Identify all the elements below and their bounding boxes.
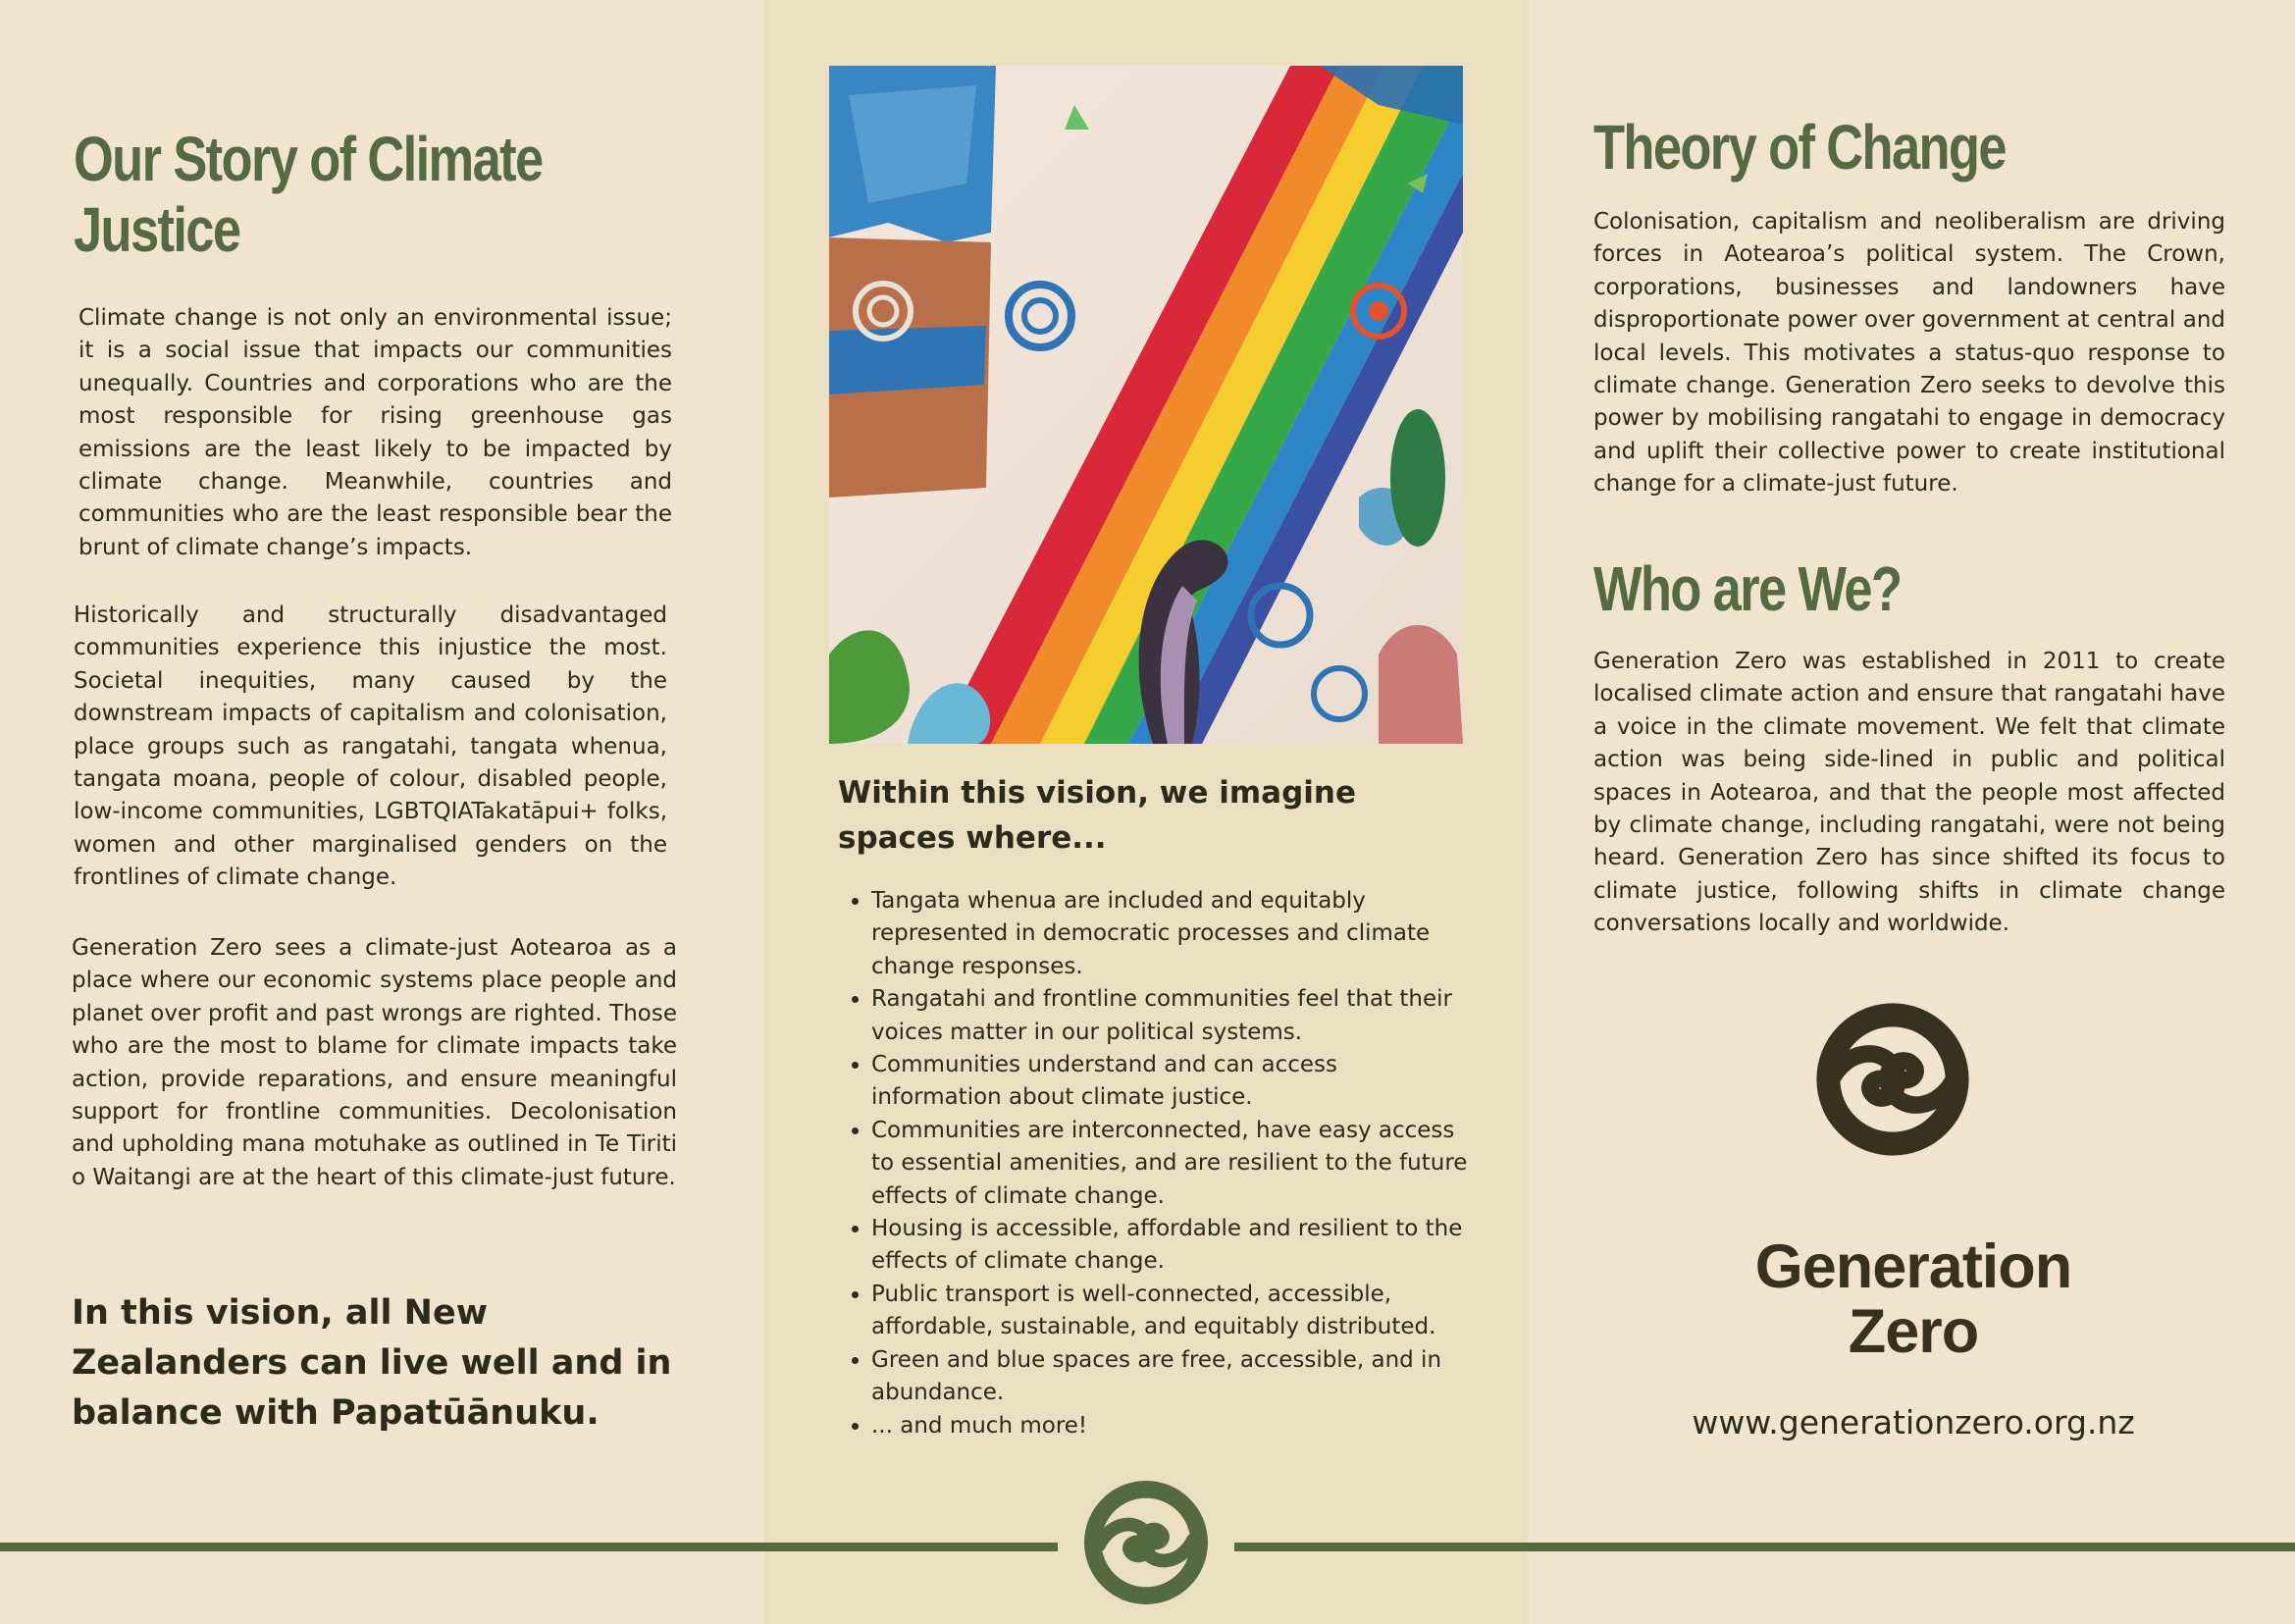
koru-logo-icon <box>1814 1001 1971 1158</box>
story-paragraph-2: Historically and structurally disadvantaged communities experience this injustice the most. Societal inequities, many caused by the downstream impacts of capitalism and colonisation, place groups such as rangatahi, tangata whenua, tangata moana, people of colour, disabled people, low-income communities, LGBTQIATakatāpui+ folks, women and other marginalised genders on the frontlines of climate change. <box>74 602 667 891</box>
website-url[interactable]: www.generationzero.org.nz <box>1692 1403 2135 1441</box>
vision-statement: In this vision, all New Zealanders can live well and in balance with Papatūānuku. <box>72 1293 672 1433</box>
list-item: • ... and much more! <box>871 1410 1472 1442</box>
list-item: • Green and blue spaces are free, accessible, and in abundance. <box>871 1344 1472 1410</box>
vision-list <box>839 885 1472 1442</box>
koru-icon <box>1084 1481 1208 1604</box>
list-item: • Communities are interconnected, have easy access to essential amenities, and are resilient to the future effects of climate change. <box>871 1115 1472 1213</box>
vision-subtitle: Within this vision, we imagine spaces where... <box>838 775 1357 856</box>
list-item: • Communities understand and can access information about climate justice. <box>871 1049 1472 1115</box>
who-title: Who are We? <box>1593 553 1902 624</box>
rainbow-mural-image <box>829 66 1463 744</box>
list-item: • Tangata whenua are included and equitably represented in democratic processes and climate change responses. <box>871 885 1472 983</box>
list-item: • Housing is accessible, affordable and resilient to the effects of climate change. <box>871 1213 1472 1279</box>
story-paragraph-3: Generation Zero sees a climate-just Aotearoa as a place where our economic systems place people and planet over profit and past wrongs are righted. Those who are the most to blame for climate impacts take action, provide reparations, and ensure meaningful support for frontline communities. Decolonisation and upholding mana motuhake as outlined in Te Tiriti o Waitangi are at the heart of this climate-just future. <box>72 935 677 1190</box>
logo-wordmark-line1: Generation <box>1754 1232 2072 1301</box>
list-item: • Rangatahi and frontline communities feel that their voices matter in our political systems. <box>871 983 1472 1049</box>
divider-line-left <box>0 1543 1058 1551</box>
story-title: Our Story of Climate Justice <box>74 124 543 265</box>
story-paragraph-1: Climate change is not only an environmental issue; it is a social issue that impacts our communities unequally. Countries and corporations who are the most responsible for rising greenhouse gas emissions are the least likely to be impacted by climate change. Meanwhile, countries and communities who are the least responsible bear the brunt of climate change’s impacts. <box>78 305 672 560</box>
theory-title: Theory of Change <box>1593 112 2006 183</box>
divider-line-right <box>1234 1543 2295 1551</box>
who-text: Generation Zero was established in 2011 to create localised climate action and ensure that rangatahi have a voice in the climate movement. We felt that climate action was being side-lined in public and political spaces in Aotearoa, and that the people most affected by climate change, including rangatahi, were not being heard. Generation Zero has since shifted its focus to climate justice, following shifts in climate change conversations locally and worldwide. <box>1593 649 2225 937</box>
theory-text: Colonisation, capitalism and neoliberalism are driving forces in Aotearoa’s political system. The Crown, corporations, businesses and landowners have disproportionate power over government at central and local levels. This motivates a status-quo response to climate change. Generation Zero seeks to devolve this power by mobilising rangatahi to engage in democracy and uplift their collective power to create institutional change for a climate-just future. <box>1593 209 2225 498</box>
list-item: • Public transport is well-connected, accessible, affordable, sustainable, and equitably distributed. <box>871 1279 1472 1344</box>
logo-wordmark-line2: Zero <box>1848 1297 1979 1366</box>
